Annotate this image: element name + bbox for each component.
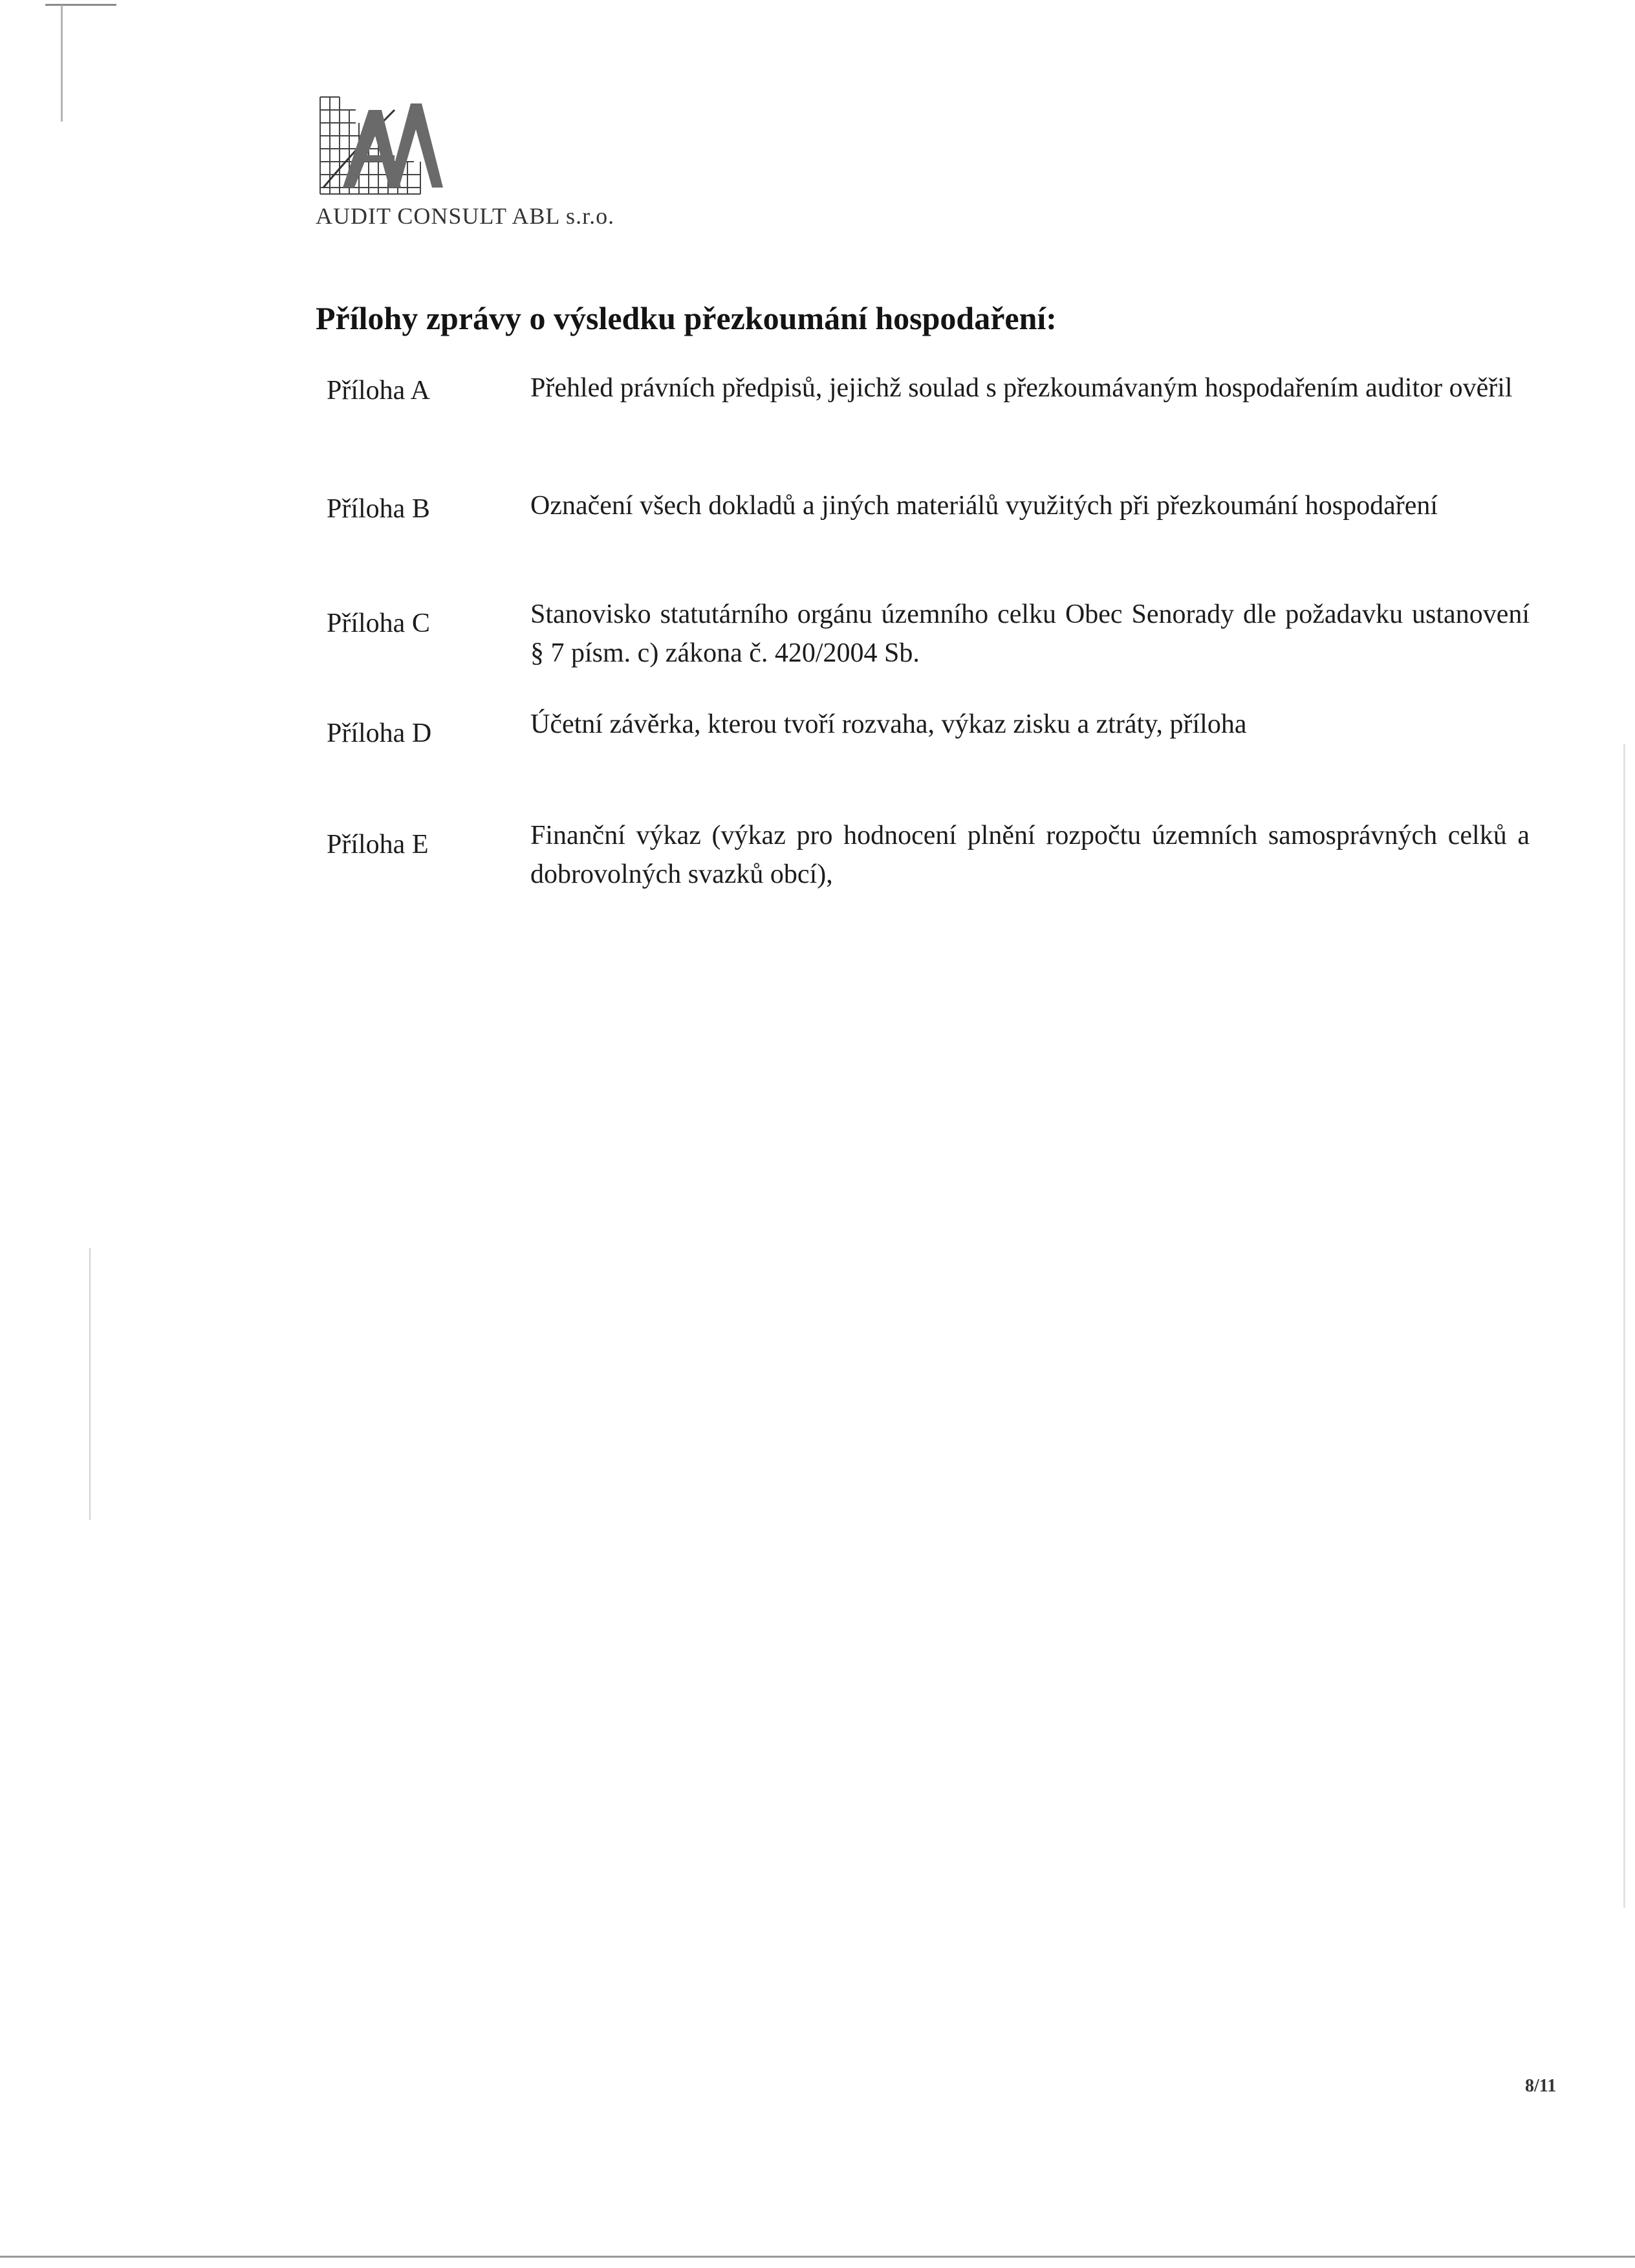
attachment-d-text: Účetní závěrka, kterou tvoří rozvaha, výkaz zisku a ztráty, příloha (530, 709, 1247, 739)
page-title: Přílohy zprávy o výsledku přezkoumání hospodaření: (316, 300, 1057, 336)
attachment-a-text: Přehled právních předpisů, jejichž soulad s přezkoumávaným hospodařením auditor ověřil (530, 373, 1513, 403)
company-name: AUDIT CONSULT ABL s.r.o. (316, 203, 615, 229)
attachment-b-label: Příloha B (327, 494, 430, 524)
attachment-c-text: Stanovisko statutárního orgánu územního celku Obec Senorady dle požadavku ustanovení § 7 písm. c) zákona č. 420/2004 Sb. (530, 599, 1530, 668)
attachment-b-text: Označení všech dokladů a jiných materiálů využitých při přezkoumání hospodaření (530, 491, 1438, 521)
attachment-e-text: Finanční výkaz (výkaz pro hodnocení plnění rozpočtu územních samosprávných celků a dobrovolných svazků obcí), (530, 821, 1530, 889)
attachment-d-label: Příloha D (327, 718, 432, 748)
attachment-c-label: Příloha C (327, 609, 430, 638)
page-number: 8/11 (1525, 2076, 1557, 2096)
attachment-e-label: Příloha E (327, 830, 429, 859)
attachment-a-label: Příloha A (327, 376, 430, 405)
